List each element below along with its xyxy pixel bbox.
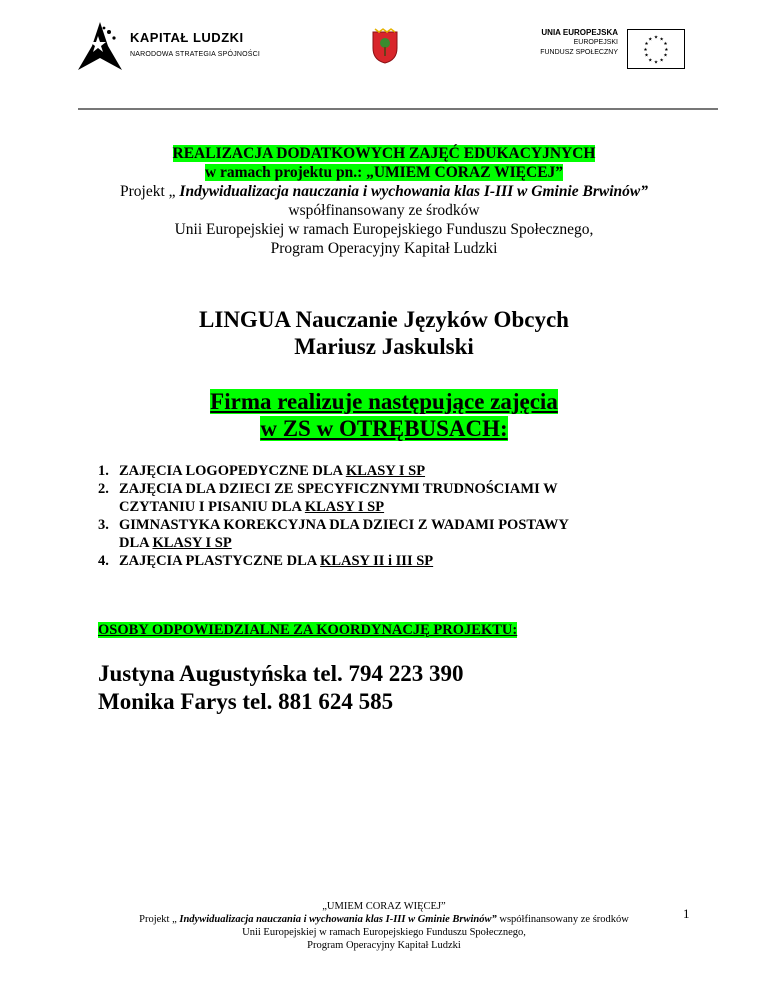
page-footer	[0, 900, 768, 952]
list-item-class: KLASY I SP	[345, 463, 426, 479]
header-program: Program Operacyjny Kapitał Ludzki	[270, 240, 498, 257]
header-divider	[78, 108, 718, 110]
page-number: 1	[683, 906, 690, 921]
footer-project-name: „UMIEM CORAZ WIĘCEJ”	[322, 901, 446, 912]
footer-cofinanced: współfinansowany ze środków	[496, 914, 629, 925]
eu-fund-line2: FUNDUSZ SPOŁECZNY	[540, 49, 618, 56]
svg-text:★: ★	[648, 37, 653, 43]
footer-project-line	[0, 913, 768, 926]
contacts-block	[98, 660, 464, 716]
svg-text:★: ★	[644, 53, 649, 59]
header-project-name: w ramach projektu pn.: „UMIEM CORAZ WIĘCEJ”	[204, 164, 564, 181]
firm-heading	[0, 388, 768, 442]
list-item-text: ZAJĘCIA DLA DZIECI ZE SPECYFICZNYMI TRUDNOŚCIAMI W	[119, 481, 558, 497]
list-item-class: KLASY I SP	[304, 499, 385, 515]
svg-text:★: ★	[643, 47, 648, 53]
project-header	[0, 144, 768, 258]
header-eu-fund: Unii Europejskiej w ramach Europejskiego Funduszu Społecznego,	[174, 221, 594, 238]
list-item-text: ZAJĘCIA LOGOPEDYCZNE DLA	[119, 463, 346, 479]
list-item	[98, 462, 569, 480]
header-project-title: Indywidualizacja nauczania i wychowania klas I-III w Gminie Brwinów”	[179, 183, 648, 200]
footer-program: Program Operacyjny Kapitał Ludzki	[307, 940, 461, 951]
footer-eu-fund: Unii Europejskiej w ramach Europejskiego Funduszu Społecznego,	[242, 927, 526, 938]
municipal-crest-icon	[371, 28, 399, 64]
list-item-text: ZAJĘCIA PLASTYCZNE DLA	[119, 553, 321, 569]
svg-text:★: ★	[663, 42, 668, 48]
list-item-number: 2.	[98, 481, 109, 497]
footer-project-title: Indywidualizacja nauczania i wychowania klas I-III w Gminie Brwinów”	[179, 914, 497, 925]
list-item-text: GIMNASTYKA KOREKCYJNA DLA DZIECI Z WADAMI POSTAWY	[119, 517, 569, 533]
company-owner: Mariusz Jaskulski	[294, 334, 474, 359]
kapital-ludzki-subtitle: NARODOWA STRATEGIA SPÓJNOŚCI	[130, 51, 261, 58]
svg-text:★: ★	[659, 58, 664, 64]
coordination-heading	[98, 622, 517, 639]
svg-text:★: ★	[644, 42, 649, 48]
list-item-text-cont: DLA	[119, 535, 153, 551]
list-item-text-cont: CZYTANIU I PISANIU DLA	[119, 499, 305, 515]
svg-text:★: ★	[648, 58, 653, 64]
header-project-line	[0, 182, 768, 201]
coordination-heading-text: OSOBY ODPOWIEDZIALNE ZA KOORDYNACJĘ PROJEKTU:	[98, 622, 518, 638]
list-item-number: 4.	[98, 553, 109, 569]
contact-person-1: Justyna Augustyńska tel. 794 223 390	[98, 661, 464, 686]
svg-text:★: ★	[653, 35, 659, 41]
firm-heading-line2: w ZS w OTRĘBUSACH:	[260, 416, 508, 441]
header-project-prefix: Projekt „	[120, 183, 180, 200]
list-item	[98, 552, 569, 570]
header-cofinanced: współfinansowany ze środków	[288, 202, 480, 219]
svg-text:★: ★	[653, 60, 659, 66]
list-item-class: KLASY II i III SP	[320, 553, 434, 569]
svg-text:★: ★	[663, 53, 668, 59]
svg-text:★: ★	[659, 37, 664, 43]
footer-project-prefix: Projekt „	[139, 914, 180, 925]
eu-label	[540, 28, 618, 58]
firm-heading-line1: Firma realizuje następujące zajęcia	[210, 389, 558, 414]
list-item	[98, 516, 569, 552]
list-item-number: 1.	[98, 463, 109, 479]
kapital-ludzki-logo	[78, 22, 268, 72]
contact-person-2: Monika Farys tel. 881 624 585	[98, 689, 394, 714]
eu-fund-line1: EUROPEJSKI	[573, 39, 618, 46]
list-item-class: KLASY I SP	[152, 535, 232, 551]
company-block	[0, 306, 768, 360]
activities-list	[98, 462, 569, 570]
header-title: REALIZACJA DODATKOWYCH ZAJĘĆ EDUKACYJNYCH	[172, 145, 596, 162]
kapital-ludzki-title: KAPITAŁ LUDZKI	[130, 30, 244, 45]
company-name: LINGUA Nauczanie Języków Obcych	[199, 307, 569, 332]
eu-title: UNIA EUROPEJSKA	[541, 28, 618, 37]
list-item-number: 3.	[98, 517, 109, 533]
eu-flag-icon	[627, 29, 685, 69]
kapital-ludzki-star-logo-icon	[78, 22, 122, 70]
svg-text:★: ★	[664, 47, 669, 53]
list-item	[98, 480, 569, 516]
